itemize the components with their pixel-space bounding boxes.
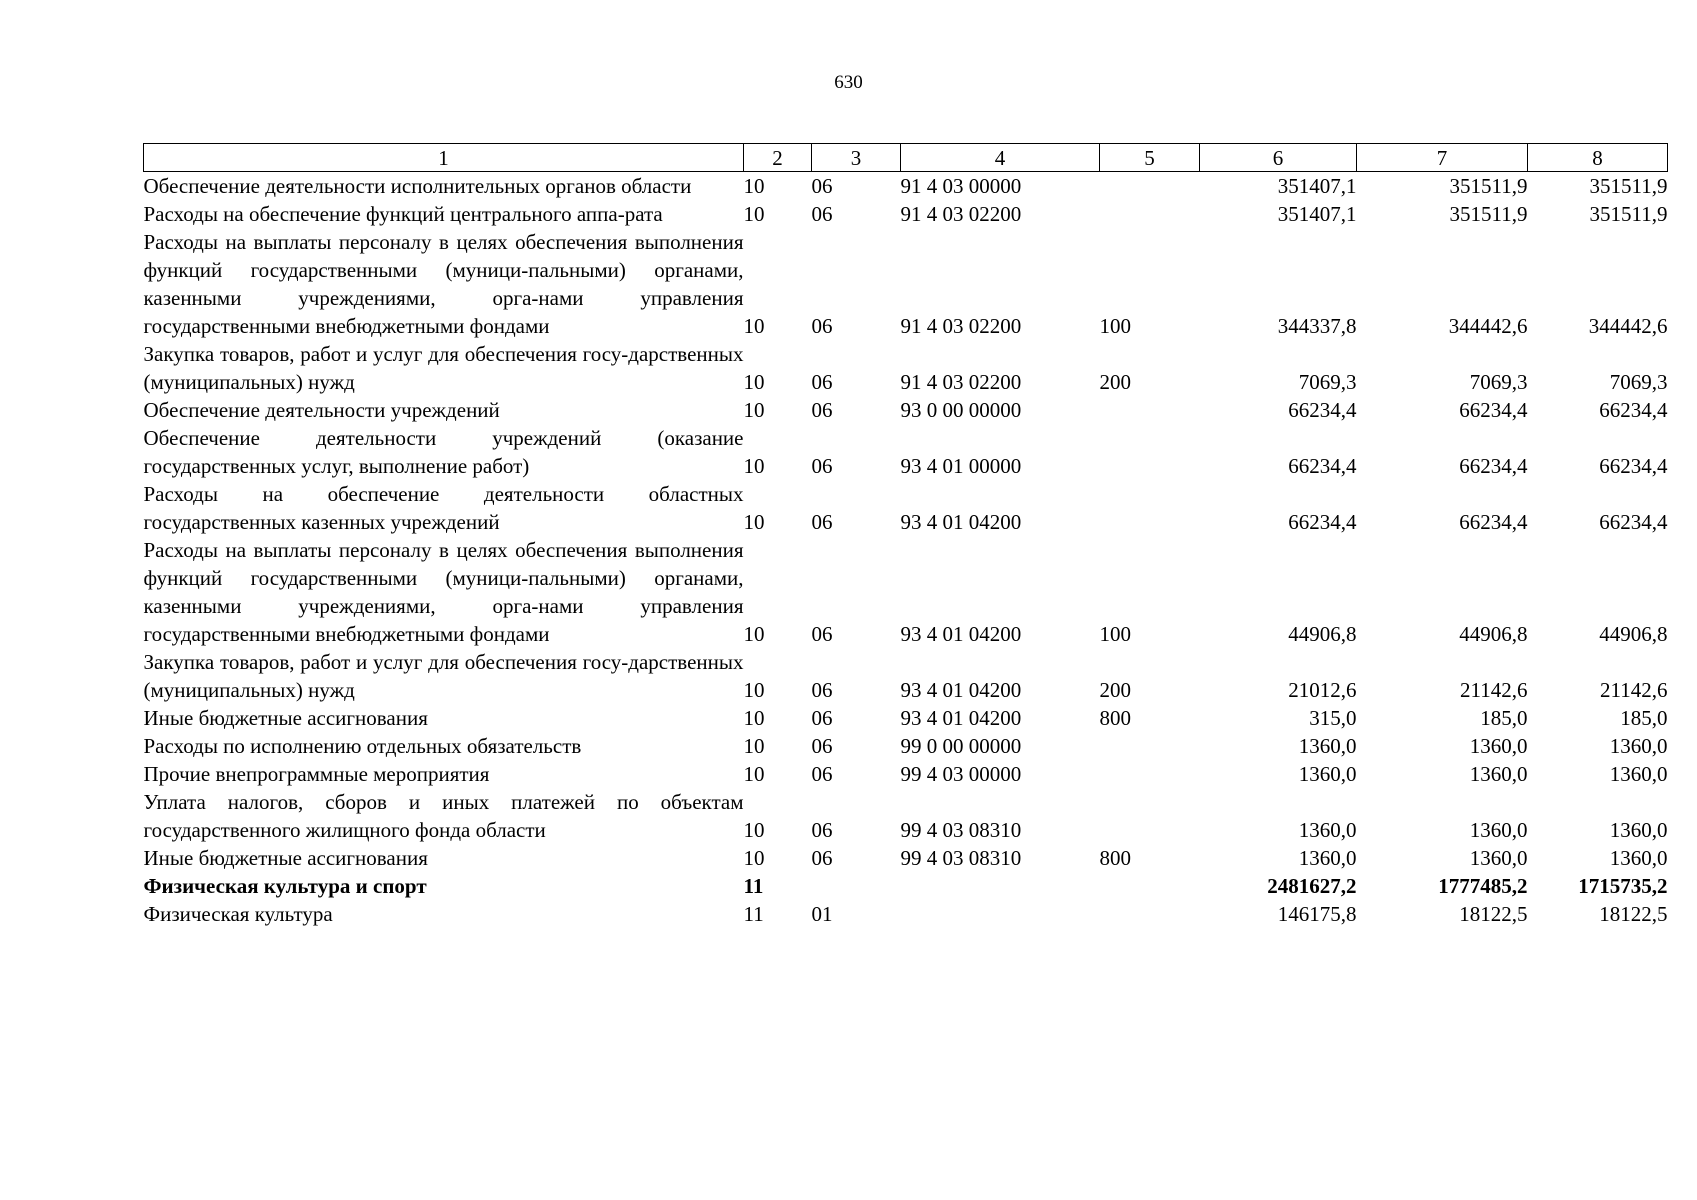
amount-col-6: 315,0 <box>1309 706 1357 730</box>
amount-col-6: 344337,8 <box>1277 314 1357 338</box>
table-row <box>144 844 1668 872</box>
header-row <box>144 144 1668 172</box>
amount-col-8: 18122,5 <box>1599 902 1668 926</box>
amount-col-6: 7069,3 <box>1298 370 1357 394</box>
amount-col-7: 7069,3 <box>1469 370 1528 394</box>
amount-col-6: 1360,0 <box>1298 818 1357 842</box>
table-row <box>144 396 1668 424</box>
target-article-code: 93 4 01 04200 <box>900 510 1022 534</box>
target-article-code: 91 4 03 02200 <box>900 202 1022 226</box>
expense-type-code: 200 <box>1099 678 1131 702</box>
section-code: 10 <box>743 202 765 226</box>
section-code: 10 <box>743 510 765 534</box>
target-article-code: 93 4 01 04200 <box>900 706 1022 730</box>
section-code: 10 <box>743 314 765 338</box>
amount-col-6: 66234,4 <box>1288 454 1357 478</box>
subsection-code: 06 <box>811 370 833 394</box>
section-code: 10 <box>743 706 765 730</box>
table-row <box>144 200 1668 228</box>
row-name: Физическая культура и спорт <box>143 874 427 898</box>
amount-col-7: 351511,9 <box>1449 174 1528 198</box>
table-row <box>144 340 1668 396</box>
amount-col-8: 66234,4 <box>1599 454 1668 478</box>
table-row <box>144 900 1668 928</box>
amount-col-8: 1360,0 <box>1609 762 1668 786</box>
target-article-code <box>901 872 1100 900</box>
amount-col-8: 351511,9 <box>1589 174 1668 198</box>
target-article-code: 93 0 00 00000 <box>900 398 1022 422</box>
expense-type-code: 800 <box>1099 706 1131 730</box>
target-article-code: 91 4 03 02200 <box>900 314 1022 338</box>
subsection-code: 06 <box>811 174 833 198</box>
column-header: 4 <box>901 144 1100 172</box>
amount-col-8: 1360,0 <box>1609 734 1668 758</box>
row-name: Расходы на обеспечение деятельности областных государственных казенных учреждений <box>143 482 744 534</box>
row-name: Физическая культура <box>143 902 333 926</box>
amount-col-7: 21142,6 <box>1460 678 1528 702</box>
column-header: 8 <box>1528 144 1668 172</box>
amount-col-7: 44906,8 <box>1459 622 1528 646</box>
amount-col-6: 44906,8 <box>1288 622 1357 646</box>
amount-col-6: 21012,6 <box>1288 678 1357 702</box>
expense-type-code <box>1100 760 1200 788</box>
subsection-code: 06 <box>811 398 833 422</box>
amount-col-7: 1777485,2 <box>1438 874 1528 898</box>
table-row <box>144 228 1668 340</box>
column-header: 1 <box>144 144 744 172</box>
section-code: 10 <box>743 174 765 198</box>
expense-type-code <box>1100 424 1200 480</box>
column-header: 6 <box>1200 144 1357 172</box>
table-row <box>144 172 1668 201</box>
expense-type-code <box>1100 172 1200 201</box>
expense-type-code: 100 <box>1099 622 1131 646</box>
amount-col-8: 66234,4 <box>1599 398 1668 422</box>
amount-col-6: 146175,8 <box>1277 902 1357 926</box>
section-code: 10 <box>743 398 765 422</box>
expense-type-code: 200 <box>1099 370 1131 394</box>
expense-type-code <box>1100 396 1200 424</box>
column-header: 2 <box>744 144 812 172</box>
section-code: 11 <box>743 902 764 926</box>
amount-col-8: 1360,0 <box>1609 846 1668 870</box>
column-header: 7 <box>1357 144 1528 172</box>
row-name: Закупка товаров, работ и услуг для обеспечения госу-дарственных (муниципальных) нужд <box>143 650 744 702</box>
expense-type-code: 100 <box>1099 314 1131 338</box>
section-code: 10 <box>743 846 765 870</box>
amount-col-8: 185,0 <box>1620 706 1668 730</box>
subsection-code: 06 <box>811 846 833 870</box>
amount-col-6: 66234,4 <box>1288 510 1357 534</box>
subsection-code: 06 <box>811 762 833 786</box>
subsection-code: 06 <box>811 314 833 338</box>
amount-col-7: 1360,0 <box>1469 734 1528 758</box>
table-row <box>144 760 1668 788</box>
expense-type-code: 800 <box>1099 846 1131 870</box>
row-name: Закупка товаров, работ и услуг для обеспечения госу-дарственных (муниципальных) нужд <box>143 342 744 394</box>
subsection-code: 06 <box>811 202 833 226</box>
amount-col-8: 344442,6 <box>1588 314 1668 338</box>
section-code: 10 <box>743 762 765 786</box>
amount-col-8: 21142,6 <box>1600 678 1668 702</box>
amount-col-7: 351511,9 <box>1449 202 1528 226</box>
expense-type-code <box>1100 480 1200 536</box>
expense-type-code <box>1100 788 1200 844</box>
amount-col-7: 185,0 <box>1480 706 1528 730</box>
amount-col-7: 66234,4 <box>1459 454 1528 478</box>
subsection-code: 06 <box>811 454 833 478</box>
section-code: 10 <box>743 622 765 646</box>
amount-col-7: 66234,4 <box>1459 398 1528 422</box>
amount-col-8: 66234,4 <box>1599 510 1668 534</box>
amount-col-7: 1360,0 <box>1469 762 1528 786</box>
row-name: Расходы на выплаты персоналу в целях обеспечения выполнения функций государственными (муници-пальными) органами, казенными учреждениями, орга-нами управления государственными внебюджетными фондами <box>143 230 744 338</box>
row-name: Расходы на обеспечение функций центрального аппа-рата <box>143 202 663 226</box>
subsection-code: 06 <box>811 678 833 702</box>
amount-col-6: 351407,1 <box>1277 202 1357 226</box>
target-article-code: 93 4 01 00000 <box>900 454 1022 478</box>
subsection-code: 06 <box>811 706 833 730</box>
expense-type-code <box>1100 900 1200 928</box>
target-article-code: 91 4 03 00000 <box>900 174 1022 198</box>
subsection-code: 01 <box>811 902 833 926</box>
table-row <box>144 732 1668 760</box>
target-article-code: 93 4 01 04200 <box>900 622 1022 646</box>
table-row <box>144 704 1668 732</box>
amount-col-7: 66234,4 <box>1459 510 1528 534</box>
amount-col-8: 351511,9 <box>1589 202 1668 226</box>
section-code: 10 <box>743 818 765 842</box>
column-header: 3 <box>812 144 901 172</box>
column-header: 5 <box>1100 144 1200 172</box>
amount-col-7: 344442,6 <box>1448 314 1528 338</box>
target-article-code: 99 4 03 00000 <box>900 762 1022 786</box>
row-name: Иные бюджетные ассигнования <box>143 846 428 870</box>
table-row <box>144 872 1668 900</box>
target-article-code: 93 4 01 04200 <box>900 678 1022 702</box>
row-name: Прочие внепрограммные мероприятия <box>143 762 490 786</box>
subsection-code: 06 <box>811 818 833 842</box>
table-row <box>144 424 1668 480</box>
row-name: Расходы на выплаты персоналу в целях обеспечения выполнения функций государственными (муници-пальными) органами, казенными учреждениями, орга-нами управления государственными внебюджетными фондами <box>143 538 744 646</box>
row-name: Обеспечение деятельности учреждений <box>143 398 500 422</box>
table-row <box>144 536 1668 648</box>
table-row <box>144 648 1668 704</box>
amount-col-8: 44906,8 <box>1599 622 1668 646</box>
subsection-code: 06 <box>811 622 833 646</box>
amount-col-7: 18122,5 <box>1459 902 1528 926</box>
row-name: Обеспечение деятельности учреждений (оказание государственных услуг, выполнение работ) <box>143 426 744 478</box>
section-code: 10 <box>743 734 765 758</box>
amount-col-6: 66234,4 <box>1288 398 1357 422</box>
amount-col-8: 7069,3 <box>1609 370 1668 394</box>
target-article-code: 99 0 00 00000 <box>900 734 1022 758</box>
row-name: Обеспечение деятельности исполнительных органов области <box>143 174 692 198</box>
expense-type-code <box>1100 732 1200 760</box>
budget-table <box>143 143 1668 928</box>
amount-col-6: 1360,0 <box>1298 762 1357 786</box>
amount-col-7: 1360,0 <box>1469 846 1528 870</box>
subsection-code <box>812 872 901 900</box>
section-code: 10 <box>743 370 765 394</box>
table-row <box>144 788 1668 844</box>
row-name: Иные бюджетные ассигнования <box>143 706 428 730</box>
section-code: 10 <box>743 454 765 478</box>
amount-col-6: 1360,0 <box>1298 846 1357 870</box>
expense-type-code <box>1100 200 1200 228</box>
amount-col-8: 1715735,2 <box>1578 874 1668 898</box>
row-name: Расходы по исполнению отдельных обязательств <box>143 734 582 758</box>
target-article-code: 91 4 03 02200 <box>900 370 1022 394</box>
subsection-code: 06 <box>811 510 833 534</box>
amount-col-6: 2481627,2 <box>1267 874 1357 898</box>
target-article-code: 99 4 03 08310 <box>900 818 1022 842</box>
amount-col-6: 1360,0 <box>1298 734 1357 758</box>
section-code: 10 <box>743 678 765 702</box>
section-code: 11 <box>743 874 764 898</box>
row-name: Уплата налогов, сборов и иных платежей по объектам государственного жилищного фонда области <box>143 790 744 842</box>
page-number: 630 <box>834 72 863 93</box>
target-article-code: 99 4 03 08310 <box>900 846 1022 870</box>
expense-type-code <box>1100 872 1200 900</box>
amount-col-6: 351407,1 <box>1277 174 1357 198</box>
table-row <box>144 480 1668 536</box>
subsection-code: 06 <box>811 734 833 758</box>
amount-col-8: 1360,0 <box>1609 818 1668 842</box>
target-article-code <box>901 900 1100 928</box>
amount-col-7: 1360,0 <box>1469 818 1528 842</box>
